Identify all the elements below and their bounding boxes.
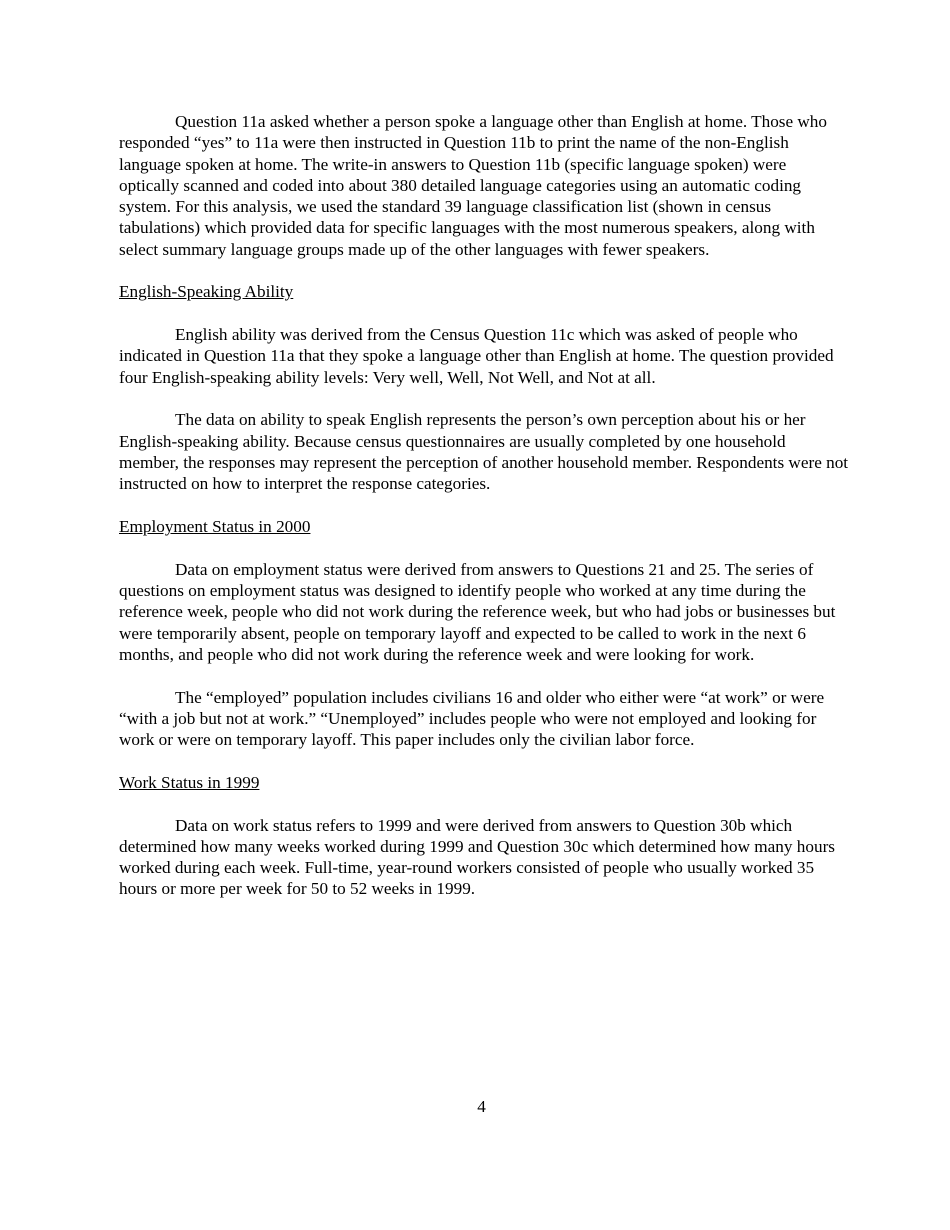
employment-status-paragraph-1: Data on employment status were derived from answers to Questions 21 and 25. The series of questions on employment status was designed to identify people who worked at any time during the reference week, people who did not work during the reference week, but who had jobs or businesses but were temporarily absent, people on temporary layoff and expected to be called to work in the next 6 months, and people who did not work during the reference week and were looking for work.: [119, 559, 836, 664]
section-heading-english-speaking-ability: English-Speaking Ability: [119, 282, 294, 302]
intro-paragraph: Question 11a asked whether a person spoke a language other than English at home. Those who responded “yes” to 11a were then instructed in Question 11b to print the name of the non-English language spoken at home. The write-in answers to Question 11b (specific language spoken) were optically scanned and coded into about 380 detailed language categories using an automatic coding system. For this analysis, we used the standard 39 language classification list (shown in census tabulations) which provided data for specific languages with the most numerous speakers, along with select summary language groups made up of the other languages with fewer speakers.: [119, 112, 827, 259]
english-ability-paragraph-1: English ability was derived from the Census Question 11c which was asked of people who indicated in Question 11a that they spoke a language other than English at home. The question provided four English-speaking ability levels: Very well, Well, Not Well, and Not at all.: [119, 325, 834, 387]
english-ability-paragraph-2: The data on ability to speak English represents the person’s own perception about his or her English-speaking ability. Because census questionnaires are usually completed by one household member, the responses may represent the perception of another household member. Respondents were not instructed on how to interpret the response categories.: [119, 410, 849, 494]
section-heading-employment-status: Employment Status in 2000: [119, 517, 311, 537]
page-number: 4: [477, 1097, 486, 1116]
section-heading-work-status: Work Status in 1999: [119, 772, 260, 792]
document-page-body: [119, 111, 849, 921]
work-status-paragraph-1: Data on work status refers to 1999 and were derived from answers to Question 30b which determined how many weeks worked during 1999 and Question 30c which determined how many hours worked during each week. Full-time, year-round workers consisted of people who usually worked 35 hours or more per week for 50 to 52 weeks in 1999.: [119, 815, 835, 899]
employment-status-paragraph-2: The “employed” population includes civilians 16 and older who either were “at work” or were “with a job but not at work.” “Unemployed” includes people who were not employed and looking for work or were on temporary layoff. This paper includes only the civilian labor force.: [119, 687, 825, 750]
